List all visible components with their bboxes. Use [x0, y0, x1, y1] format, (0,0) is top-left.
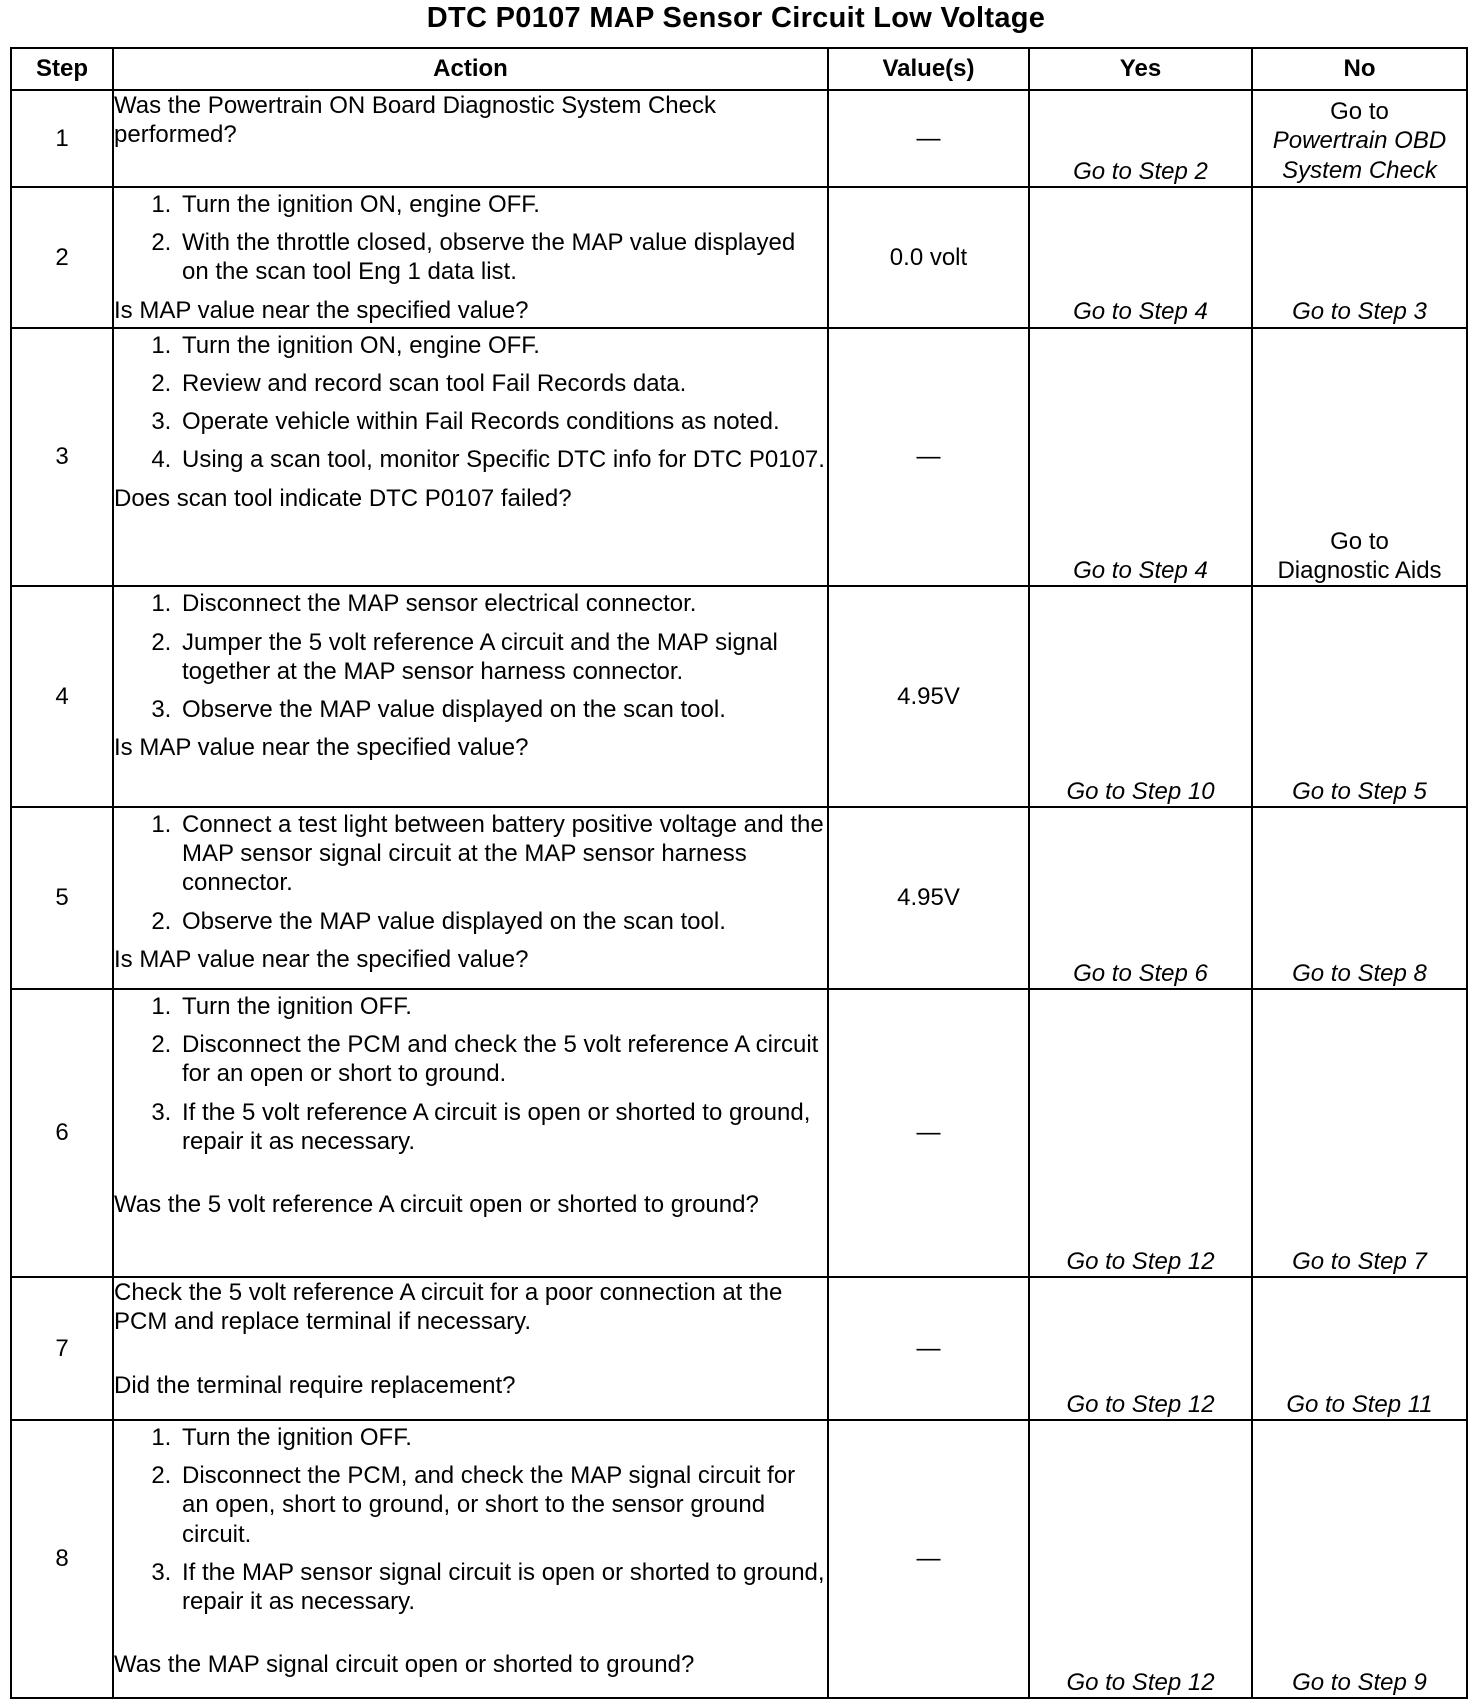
action-steps [114, 810, 827, 936]
yes-cell: Go to Step 12 [1029, 1420, 1252, 1698]
no-cell: Go to Step 7 [1252, 989, 1467, 1277]
yes-cell: Go to Step 2 [1029, 90, 1252, 187]
action-steps [114, 992, 827, 1156]
no-cell: Go to Step 8 [1252, 807, 1467, 989]
action-intro: Was the Powertrain ON Board Diagnostic System Check performed? [114, 92, 717, 149]
table-row [11, 1420, 1467, 1698]
table-row [11, 1277, 1467, 1420]
no-line1: Go to [1330, 98, 1389, 125]
action-step: 2. With the throttle closed, observe the MAP value displayed on the scan tool Eng 1 data list. [178, 228, 827, 287]
action-steps [114, 331, 827, 475]
action-step: 1. Turn the ignition OFF. [178, 992, 827, 1021]
action-step: 1. Disconnect the MAP sensor electrical connector. [178, 589, 827, 618]
action-cell [113, 989, 828, 1277]
value-cell: 4.95V [828, 807, 1029, 989]
header-no: No [1252, 48, 1467, 90]
value-cell: 0.0 volt [828, 187, 1029, 328]
yes-cell: Go to Step 6 [1029, 807, 1252, 989]
action-step: 4. Using a scan tool, monitor Specific DTC info for DTC P0107. [178, 445, 827, 474]
no-line1: Go to [1330, 527, 1389, 555]
action-question: Is MAP value near the specified value? [114, 945, 529, 973]
yes-cell: Go to Step 10 [1029, 586, 1252, 806]
action-step: 1. Turn the ignition ON, engine OFF. [178, 190, 827, 219]
no-cell [1252, 90, 1467, 187]
step-number: 3 [11, 328, 113, 587]
table-row [11, 989, 1467, 1277]
action-step: 3. Operate vehicle within Fail Records conditions as noted. [178, 407, 827, 436]
action-cell [113, 1277, 828, 1420]
no-cell: Go to Step 9 [1252, 1420, 1467, 1698]
value-cell: — [828, 1277, 1029, 1420]
no-cell: Go to Step 11 [1252, 1277, 1467, 1420]
yes-cell: Go to Step 12 [1029, 1277, 1252, 1420]
action-step: 2. Disconnect the PCM, and check the MAP signal circuit for an open, short to ground, or short to the sensor ground circuit. [178, 1461, 827, 1549]
header-step: Step [11, 48, 113, 90]
action-step: 3. If the MAP sensor signal circuit is open or shorted to ground, repair it as necessary. [178, 1558, 827, 1617]
value-cell: — [828, 989, 1029, 1277]
table-row [11, 586, 1467, 806]
value-cell: 4.95V [828, 586, 1029, 806]
action-step: 1. Turn the ignition OFF. [178, 1423, 827, 1452]
action-cell [113, 586, 828, 806]
action-cell [113, 807, 828, 989]
action-cell [113, 328, 828, 587]
yes-cell: Go to Step 12 [1029, 989, 1252, 1277]
value-cell: — [828, 328, 1029, 587]
step-number: 8 [11, 1420, 113, 1698]
action-question: Is MAP value near the specified value? [114, 734, 529, 762]
no-cell: Go to Step 3 [1252, 187, 1467, 328]
header-action: Action [113, 48, 828, 90]
action-step: 3. If the 5 volt reference A circuit is open or shorted to ground, repair it as necessary. [178, 1098, 827, 1157]
table-row [11, 90, 1467, 187]
step-number: 2 [11, 187, 113, 328]
action-question: Was the 5 volt reference A circuit open or shorted to ground? [114, 1191, 759, 1219]
action-step: 2. Jumper the 5 volt reference A circuit and the MAP signal together at the MAP sensor harness connector. [178, 628, 827, 687]
value-cell: — [828, 1420, 1029, 1698]
action-steps [114, 190, 827, 287]
action-cell [113, 187, 828, 328]
yes-cell: Go to Step 4 [1029, 328, 1252, 587]
action-cell [113, 1420, 828, 1698]
action-question: Was the MAP signal circuit open or shorted to ground? [114, 1651, 695, 1679]
table-row [11, 187, 1467, 328]
no-cell [1252, 328, 1467, 587]
action-intro: Check the 5 volt reference A circuit for a poor connection at the PCM and replace terminal if necessary. [114, 1279, 783, 1336]
header-yes: Yes [1029, 48, 1252, 90]
value-cell: — [828, 90, 1029, 187]
yes-cell: Go to Step 4 [1029, 187, 1252, 328]
step-number: 1 [11, 90, 113, 187]
action-step: 1. Turn the ignition ON, engine OFF. [178, 331, 827, 360]
header-row [11, 48, 1467, 90]
header-values: Value(s) [828, 48, 1029, 90]
no-line2: Powertrain OBD System Check [1272, 127, 1447, 184]
diagnostic-table [10, 47, 1468, 1699]
action-step: 1. Connect a test light between battery positive voltage and the MAP sensor signal circuit at the MAP sensor harness connector. [178, 810, 827, 898]
action-step: 2. Observe the MAP value displayed on the scan tool. [178, 907, 827, 936]
no-line2: Diagnostic Aids [1277, 557, 1442, 585]
action-question: Did the terminal require replacement? [114, 1371, 516, 1399]
action-cell [113, 90, 828, 187]
step-number: 5 [11, 807, 113, 989]
action-question: Does scan tool indicate DTC P0107 failed? [114, 484, 572, 512]
page-title: DTC P0107 MAP Sensor Circuit Low Voltage [426, 2, 1046, 34]
action-step: 2. Disconnect the PCM and check the 5 volt reference A circuit for an open or short to ground. [178, 1030, 827, 1089]
table-row [11, 328, 1467, 587]
table-row [11, 807, 1467, 989]
no-cell: Go to Step 5 [1252, 586, 1467, 806]
action-steps [114, 589, 827, 724]
step-number: 7 [11, 1277, 113, 1420]
action-steps [114, 1423, 827, 1617]
action-question: Is MAP value near the specified value? [114, 296, 529, 324]
action-step: 2. Review and record scan tool Fail Records data. [178, 369, 827, 398]
action-step: 3. Observe the MAP value displayed on the scan tool. [178, 695, 827, 724]
step-number: 6 [11, 989, 113, 1277]
step-number: 4 [11, 586, 113, 806]
